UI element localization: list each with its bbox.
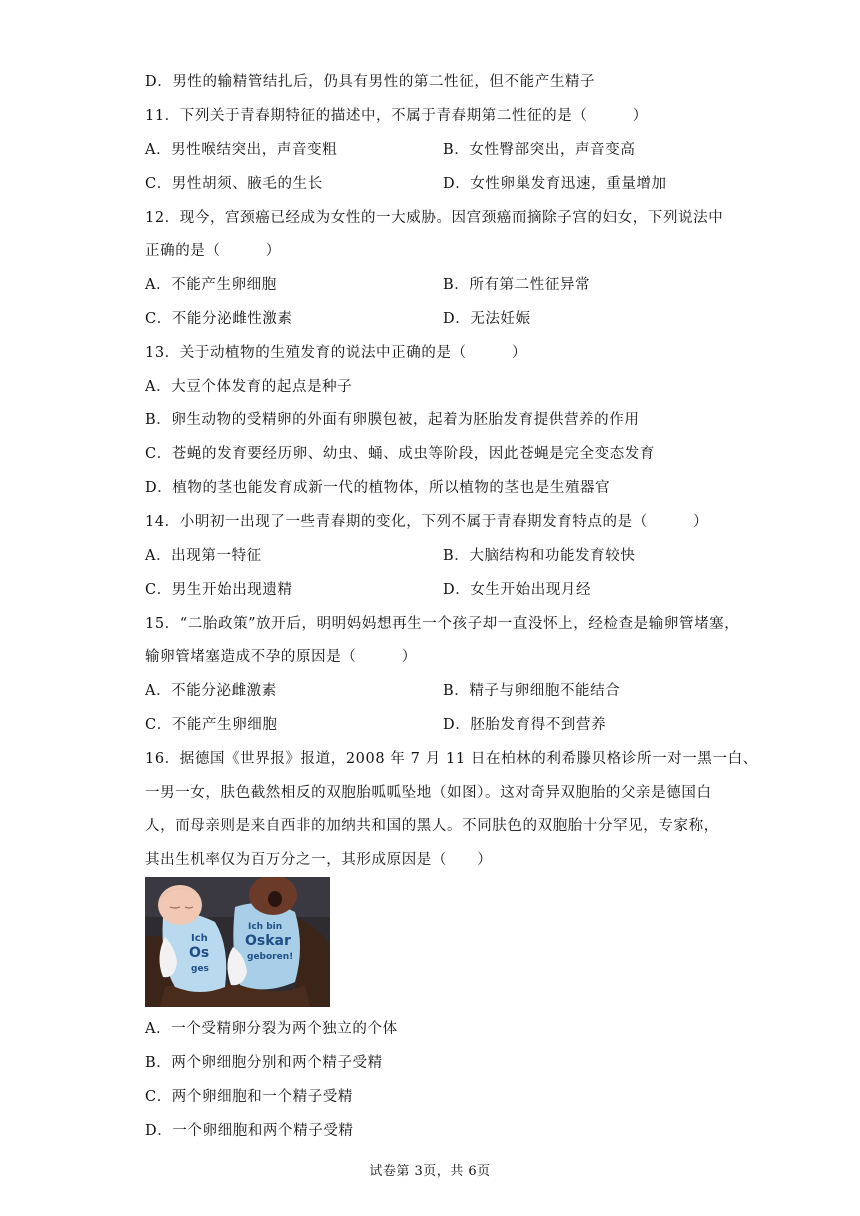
q15-option-a: A．不能分泌雌激素	[145, 683, 277, 699]
q16-stem-line3: 人，而母亲则是来自西非的加纳共和国的黑人。不同肤色的双胞胎十分罕见，专家称，	[145, 818, 719, 834]
q11-option-b: B．女性臀部突出，声音变高	[443, 142, 636, 158]
q16-stem-line1: 16．据德国《世界报》报道，2008 年 7 月 11 日在柏林的利希滕贝格诊所一对一黑一白、	[145, 751, 758, 767]
q16-option-c: C．两个卵细胞和一个精子受精	[145, 1089, 353, 1105]
q16-stem-line4: 其出生机率仅为百万分之一，其形成原因是（ ）	[145, 852, 493, 868]
q11-stem: 11．下列关于青春期特征的描述中，不属于青春期第二性征的是（ ）	[145, 108, 648, 124]
q16-option-b: B．两个卵细胞分别和两个精子受精	[145, 1055, 383, 1071]
q13-option-a: A．大豆个体发育的起点是种子	[145, 379, 353, 395]
left-shirt-text-1: Ich	[191, 933, 208, 944]
q15-stem-line1: 15．“二胎政策”放开后，明明妈妈想再生一个孩子却一直没怀上，经检查是输卵管堵塞，	[145, 616, 740, 632]
right-shirt-text-2: Oskar	[245, 933, 291, 949]
page-footer: 试卷第 3页，共 6页	[369, 1164, 491, 1179]
q15-option-b: B．精子与卵细胞不能结合	[443, 683, 621, 699]
q15-stem-line2: 输卵管堵塞造成不孕的原因是（ ）	[145, 649, 417, 665]
q12-stem-line1: 12．现今，宫颈癌已经成为女性的一大威胁。因宫颈癌而摘除子宫的妇女，下列说法中	[145, 210, 724, 226]
q13-option-c: C．苍蝇的发育要经历卵、幼虫、蛹、成虫等阶段，因此苍蝇是完全变态发育	[145, 446, 655, 462]
left-shirt-text-2: Os	[189, 945, 210, 961]
right-shirt-text-3: geboren!	[247, 952, 294, 962]
q14-stem: 14．小明初一出现了一些青春期的变化，下列不属于青春期发育特点的是（ ）	[145, 514, 709, 530]
q16-option-d: D．一个卵细胞和两个精子受精	[145, 1123, 354, 1139]
right-shirt-text-1: Ich bin	[248, 922, 283, 932]
q15-option-c: C．不能产生卵细胞	[145, 717, 278, 733]
q16-stem-line2: 一男一女，肤色截然相反的双胞胎呱呱坠地（如图）。这对奇异双胞胎的父亲是德国白	[145, 785, 712, 801]
q11-option-a: A．男性喉结突出，声音变粗	[145, 142, 338, 158]
q12-option-d: D．无法妊娠	[443, 311, 531, 327]
q12-option-b: B．所有第二性征异常	[443, 277, 591, 293]
q14-option-a: A．出现第一特征	[145, 548, 262, 564]
twins-photo	[145, 877, 330, 1007]
q12-option-a: A．不能产生卵细胞	[145, 277, 277, 293]
q10-option-d: D．男性的输精管结扎后，仍具有男性的第二性征，但不能产生精子	[145, 74, 596, 90]
q12-stem-line2: 正确的是（ ）	[145, 243, 281, 259]
q14-option-c: C．男生开始出现遗精	[145, 582, 293, 598]
q14-option-d: D．女生开始出现月经	[443, 582, 592, 598]
left-shirt-text-3: ges	[191, 964, 209, 974]
q13-option-d: D．植物的茎也能发育成新一代的植物体，所以植物的茎也是生殖器官	[145, 480, 611, 496]
q11-option-c: C．男性胡须、腋毛的生长	[145, 176, 323, 192]
q15-option-d: D．胚胎发育得不到营养	[443, 717, 607, 733]
q14-option-b: B．大脑结构和功能发育较快	[443, 548, 636, 564]
q13-stem: 13．关于动植物的生殖发育的说法中正确的是（ ）	[145, 345, 528, 361]
q12-option-c: C．不能分泌雌性激素	[145, 311, 293, 327]
q16-option-a: A．一个受精卵分裂为两个独立的个体	[145, 1021, 398, 1037]
q13-option-b: B．卵生动物的受精卵的外面有卵膜包被，起着为胚胎发育提供营养的作用	[145, 412, 640, 428]
q11-option-d: D．女性卵巢发育迅速，重量增加	[443, 176, 667, 192]
